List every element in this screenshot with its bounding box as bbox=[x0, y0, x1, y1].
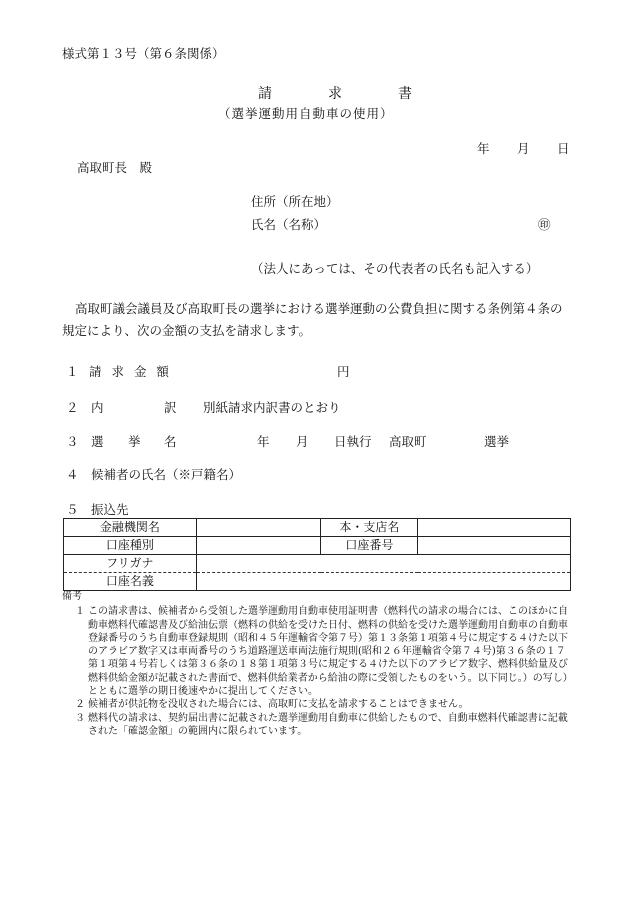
remark-text: 候補者が供託物を没収された場合には、高取町に支払を請求することはできません。 bbox=[88, 699, 469, 711]
remark-number: ２ bbox=[75, 699, 85, 711]
breakdown-value: 別紙請求内訳書のとおり bbox=[203, 400, 341, 415]
transfer-destination-label: 振込先 bbox=[91, 502, 129, 517]
account-number-label: 口座番号 bbox=[321, 537, 418, 555]
table-row bbox=[64, 555, 571, 573]
remark-text: 燃料代の請求は、契約届出書に記載された選挙運動用自動車に供給したもので、自動車燃料代確認書に記載された「確認金額」の範囲内に限られています。 bbox=[88, 712, 568, 737]
election-label-b: 挙 bbox=[128, 434, 141, 449]
election-label-c: 名 bbox=[164, 434, 177, 449]
table-row bbox=[64, 573, 571, 591]
date-month: 月 bbox=[517, 141, 530, 156]
bank-account-table bbox=[63, 518, 571, 591]
address-label: 住所（所在地） bbox=[251, 194, 339, 209]
bank-name-label: 金融機関名 bbox=[64, 519, 197, 537]
item-5-number: ５ bbox=[66, 502, 79, 517]
remarks-heading: 備考 bbox=[62, 591, 82, 602]
election-town: 高取町 bbox=[389, 434, 427, 449]
furigana-field[interactable] bbox=[196, 555, 570, 573]
title-char-2: 求 bbox=[328, 86, 343, 102]
document-subtitle: （選挙運動用自動車の使用） bbox=[218, 106, 394, 121]
breakdown-label-b: 訳 bbox=[164, 400, 177, 415]
branch-label: 本・支店名 bbox=[321, 519, 418, 537]
form-number: 様式第１３号（第６条関係） bbox=[62, 46, 225, 61]
remarks-section bbox=[62, 590, 574, 738]
item-1-number: １ bbox=[66, 364, 79, 379]
remark-text: この請求書は、候補者から受領した選挙運動用自動車使用証明書（燃料代の請求の場合には、このほかに自動車燃料代確認書及び給油伝票（燃料の供給を受けた日付、燃料の供給を受けた選挙運動用自動車の自動車登録番号のうち自動車登録規則（昭和４５年運輸省令第７号）第１３条第１項第４号に規定する４けた以下のアラビア数字又は車両番号のうち道路運送車両法施行規則(昭和２６年運輸省令第７４号)第３６条の１７第１項第４号若しくは第３６条の１８第１項第３号に規定する４けた以下のアラビア数字、燃料供給量及び燃料供給金額が記載された書面で、燃料供給業者から給油の際に受領したものをいう。以下同じ。）の写し）とともに選挙の期日後速やかに提出してください。 bbox=[88, 606, 573, 698]
corporation-note: （法人にあっては、その代表者の氏名も記入する） bbox=[251, 261, 539, 276]
request-body-text: 高取町議会議員及び高取町長の選挙における選挙運動の公費負担に関する条例第４条の規定により、次の金額の支払を請求します。 bbox=[62, 301, 563, 338]
breakdown-label-a: 内 bbox=[91, 400, 104, 415]
account-number-field[interactable] bbox=[418, 537, 571, 555]
claim-amount-label: 請 求 金 額 bbox=[89, 364, 172, 379]
account-type-label: 口座種別 bbox=[64, 537, 197, 555]
yen-unit: 円 bbox=[337, 364, 350, 379]
election-label-a: 選 bbox=[91, 434, 104, 449]
item-2-number: ２ bbox=[66, 400, 79, 415]
item-4-number: ４ bbox=[66, 467, 79, 482]
election-day-executed: 日執行 bbox=[334, 434, 372, 449]
remark-number: １ bbox=[75, 606, 85, 618]
date-day: 日 bbox=[557, 141, 570, 156]
remark-item bbox=[62, 605, 574, 698]
furigana-label: フリガナ bbox=[64, 555, 197, 573]
account-holder-field[interactable] bbox=[196, 573, 570, 591]
table-row bbox=[64, 537, 571, 555]
seal-mark: ㊞ bbox=[538, 217, 551, 232]
item-3-number: ３ bbox=[66, 434, 79, 449]
title-char-3: 書 bbox=[398, 86, 413, 102]
remark-item bbox=[62, 712, 574, 739]
table-row bbox=[64, 519, 571, 537]
name-label: 氏名（名称） bbox=[251, 217, 327, 232]
title-char-1: 請 bbox=[258, 86, 273, 102]
remark-number: ３ bbox=[75, 712, 85, 724]
remark-item bbox=[62, 698, 574, 711]
date-year: 年 bbox=[477, 141, 490, 156]
election-suffix: 選挙 bbox=[484, 434, 510, 449]
election-year: 年 bbox=[257, 434, 270, 449]
account-type-field[interactable] bbox=[196, 537, 321, 555]
addressee: 高取町長 殿 bbox=[77, 160, 153, 175]
candidate-name-label: 候補者の氏名（※戸籍名） bbox=[91, 467, 242, 482]
bank-name-field[interactable] bbox=[196, 519, 321, 537]
branch-field[interactable] bbox=[418, 519, 571, 537]
election-month: 月 bbox=[296, 434, 309, 449]
account-holder-label: 口座名義 bbox=[64, 573, 197, 591]
